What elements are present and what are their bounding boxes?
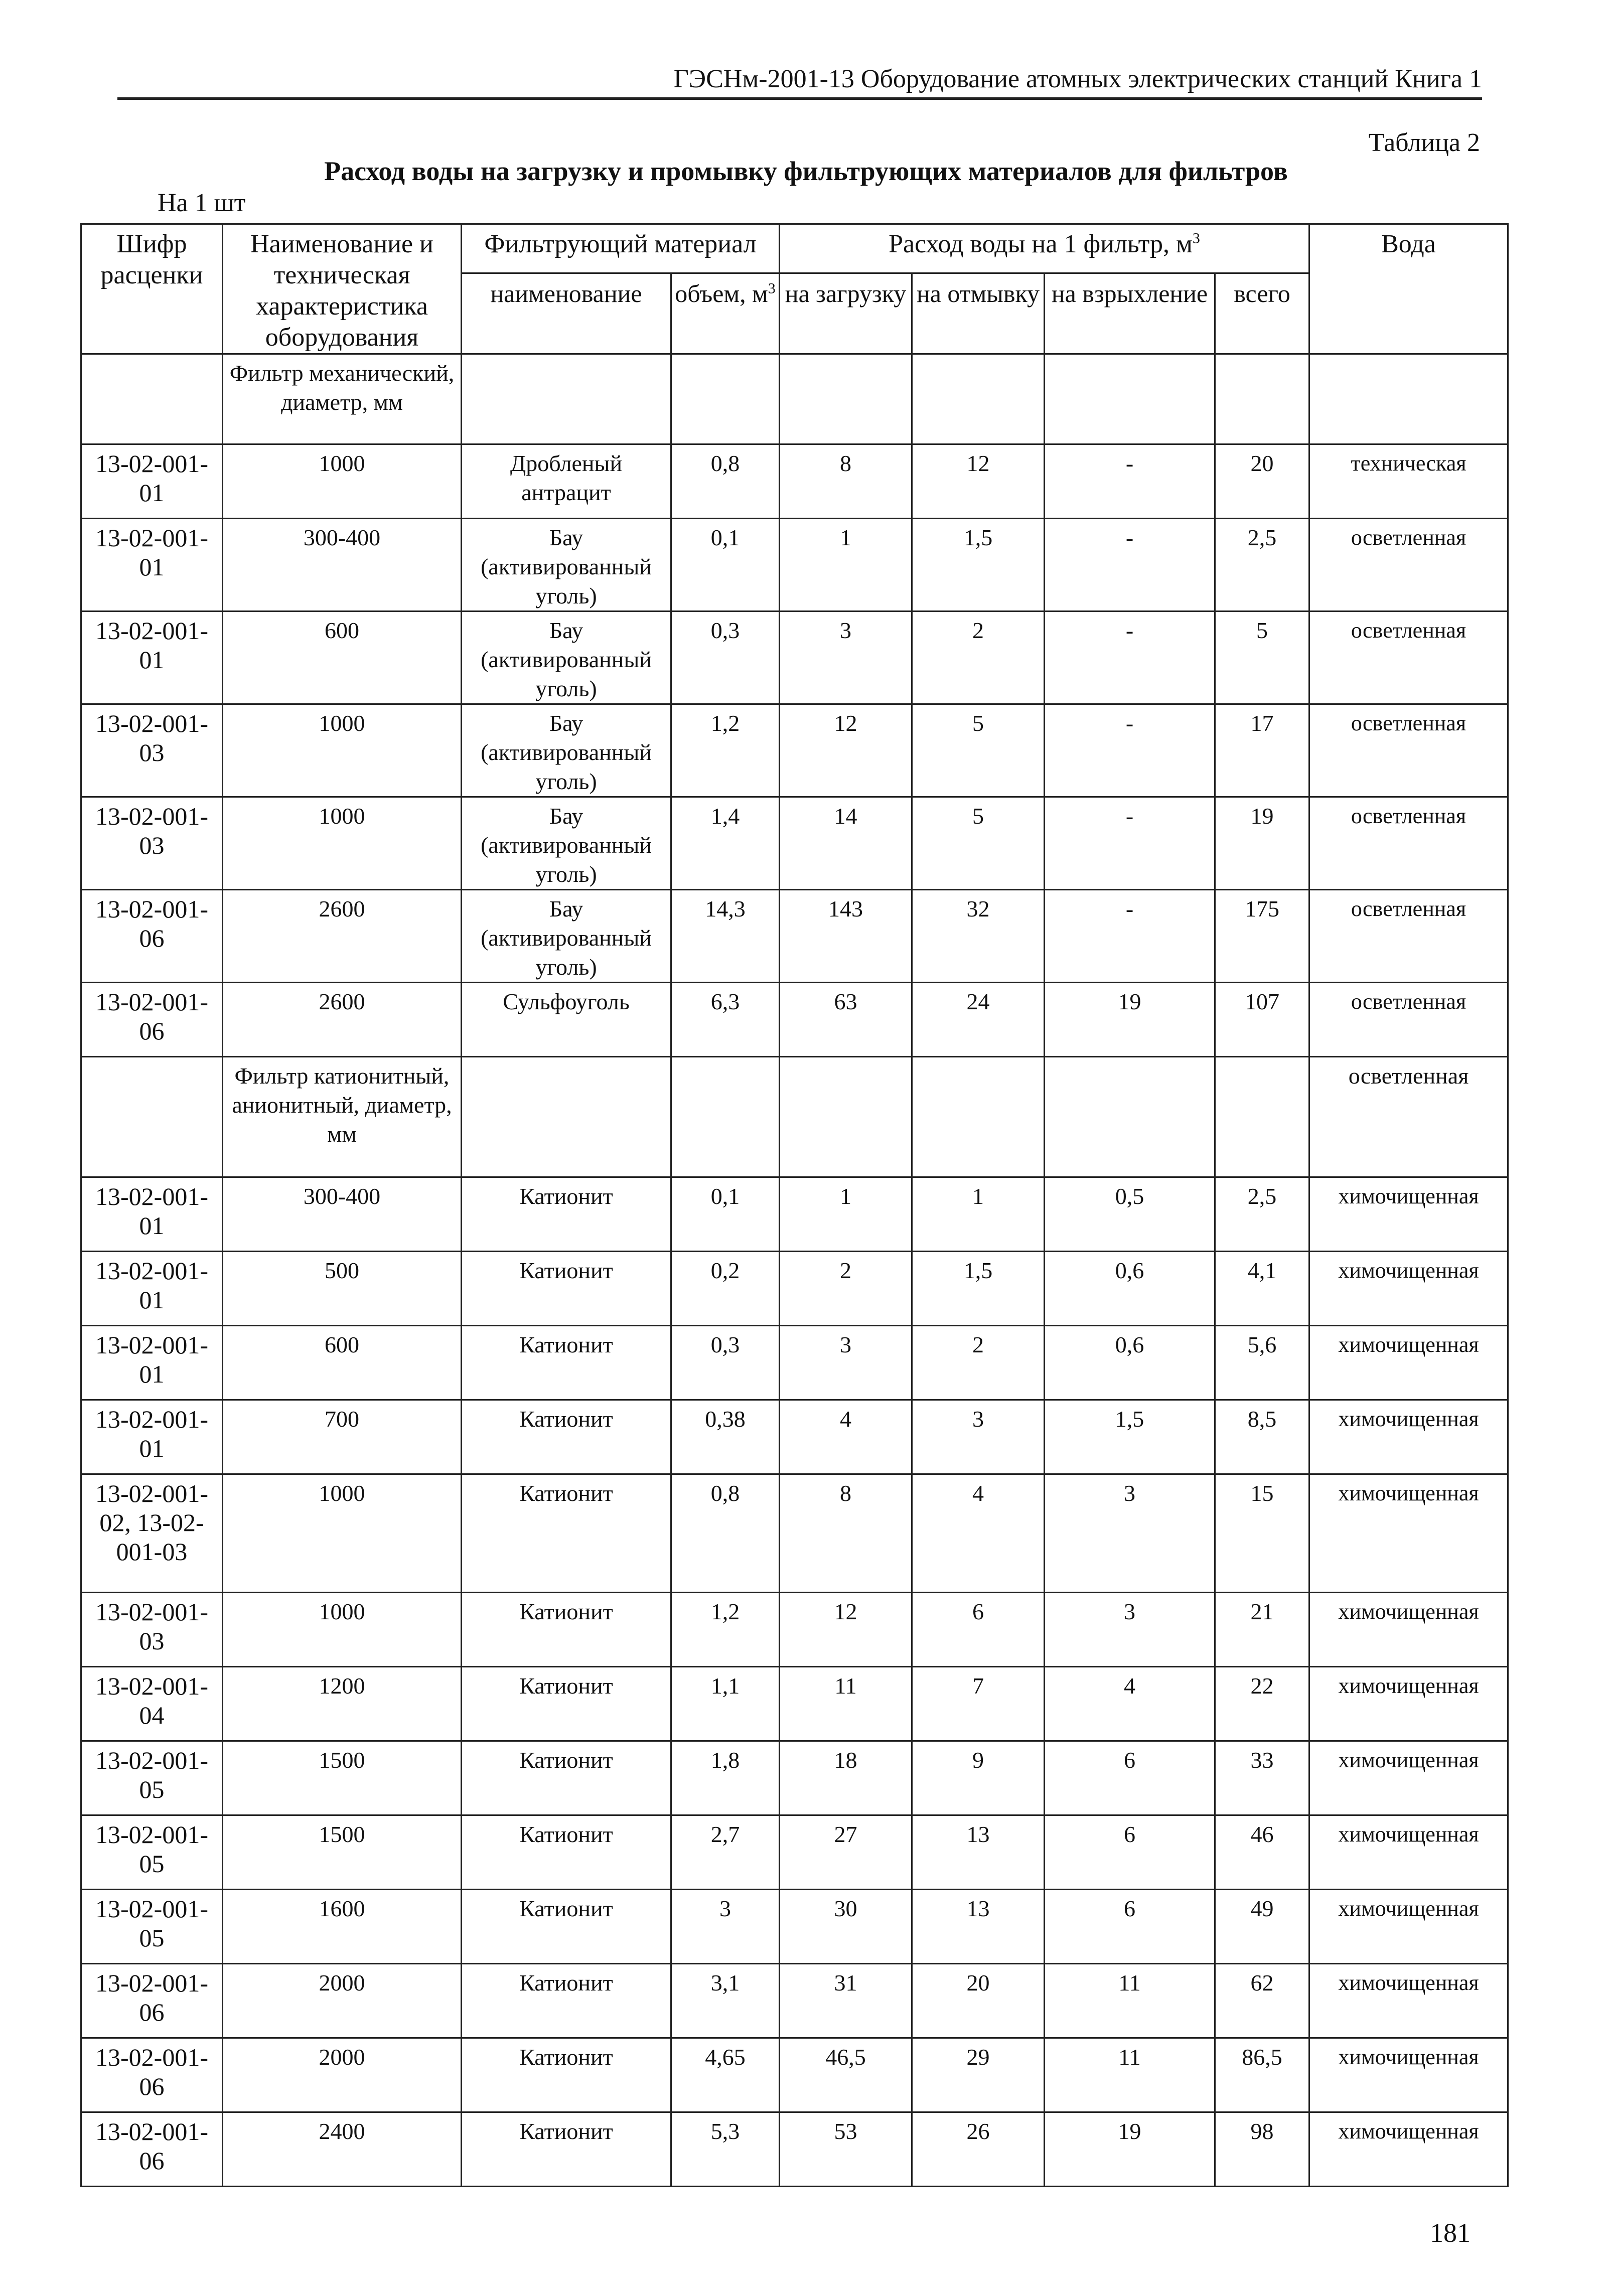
cell-material: Бау (активированный уголь) [462,890,671,983]
col-header-volume-sup: 3 [768,280,776,297]
cell-load: 31 [780,1964,912,2038]
cell-load: 46,5 [780,2038,912,2112]
cell-water: химочищенная [1309,1593,1508,1667]
cell-volume: 0,3 [671,611,780,704]
cell-volume: 0,3 [671,1326,780,1400]
cell-code: 13-02-001-01 [81,1252,223,1326]
cell-water: химочищенная [1309,1890,1508,1964]
unit-note: На 1 шт [158,189,246,217]
running-header: ГЭСНм-2001-13 Оборудование атомных электрических станций Книга 1 [117,64,1482,100]
cell-volume: 3,1 [671,1964,780,2038]
cell-volume: 3 [671,1890,780,1964]
cell-load: 1 [780,1177,912,1252]
cell-water: химочищенная [1309,1252,1508,1326]
cell-material: Катионит [462,1177,671,1252]
cell-material: Катионит [462,1326,671,1400]
cell-loosen: 19 [1045,983,1215,1057]
cell-total: 49 [1215,1890,1309,1964]
cell-volume: 4,65 [671,2038,780,2112]
group-water [1309,354,1508,444]
table-row [81,704,1508,797]
cell-water: осветленная [1309,519,1508,611]
cell-loosen: 0,6 [1045,1326,1215,1400]
cell-total: 8,5 [1215,1400,1309,1474]
cell-water: осветленная [1309,890,1508,983]
page-number: 181 [1430,2218,1471,2248]
cell-load: 4 [780,1400,912,1474]
empty-cell [912,354,1045,444]
cell-volume: 1,1 [671,1667,780,1741]
cell-total: 15 [1215,1474,1309,1593]
table-row [81,2038,1508,2112]
empty-cell [671,354,780,444]
col-header-code: Шифр расценки [81,224,223,354]
cell-wash: 4 [912,1474,1045,1593]
cell-water: химочищенная [1309,1815,1508,1890]
cell-code: 13-02-001-06 [81,2112,223,2187]
cell-material: Катионит [462,1741,671,1815]
table-row [81,2112,1508,2187]
cell-material: Бау (активированный уголь) [462,704,671,797]
cell-wash: 1,5 [912,519,1045,611]
cell-diameter: 500 [223,1252,462,1326]
cell-load: 12 [780,1593,912,1667]
cell-water: химочищенная [1309,2112,1508,2187]
cell-wash: 20 [912,1964,1045,2038]
cell-material: Бау (активированный уголь) [462,797,671,890]
cell-code: 13-02-001-06 [81,983,223,1057]
cell-water: химочищенная [1309,1964,1508,2038]
cell-total: 33 [1215,1741,1309,1815]
cell-total: 107 [1215,983,1309,1057]
cell-volume: 1,4 [671,797,780,890]
col-header-material-name: наименование [462,273,671,354]
empty-cell [780,354,912,444]
table-row [81,1890,1508,1964]
cell-diameter: 2000 [223,2038,462,2112]
cell-wash: 9 [912,1741,1045,1815]
group-header-row [81,354,1508,444]
cell-material: Катионит [462,1964,671,2038]
cell-loosen: - [1045,611,1215,704]
cell-water: химочищенная [1309,1741,1508,1815]
table-row [81,1964,1508,2038]
cell-volume: 1,8 [671,1741,780,1815]
empty-cell [462,354,671,444]
empty-cell [1215,1057,1309,1177]
cell-volume: 5,3 [671,2112,780,2187]
cell-total: 98 [1215,2112,1309,2187]
cell-load: 8 [780,444,912,519]
cell-volume: 0,1 [671,519,780,611]
cell-load: 2 [780,1252,912,1326]
cell-water: техническая [1309,444,1508,519]
col-header-consumption-text: Расход воды на 1 фильтр, м [889,230,1193,258]
cell-material: Дробленый антрацит [462,444,671,519]
cell-code: 13-02-001-01 [81,1177,223,1252]
cell-diameter: 1000 [223,704,462,797]
cell-diameter: 1000 [223,1593,462,1667]
cell-material: Катионит [462,2038,671,2112]
group-water: осветленная [1309,1057,1508,1177]
cell-load: 3 [780,611,912,704]
cell-load: 18 [780,1741,912,1815]
cell-material: Катионит [462,1890,671,1964]
empty-cell [1215,354,1309,444]
cell-wash: 7 [912,1667,1045,1741]
col-header-material-group: Фильтрующий материал [462,224,780,273]
cell-loosen: 0,5 [1045,1177,1215,1252]
cell-code: 13-02-001-05 [81,1890,223,1964]
col-header-volume-text: объем, м [675,279,768,308]
cell-loosen: 6 [1045,1741,1215,1815]
cell-code: 13-02-001-03 [81,1593,223,1667]
table-body [81,354,1508,2187]
cell-water: химочищенная [1309,1177,1508,1252]
empty-cell [81,1057,223,1177]
cell-wash: 13 [912,1890,1045,1964]
cell-material: Катионит [462,1400,671,1474]
cell-volume: 6,3 [671,983,780,1057]
cell-total: 62 [1215,1964,1309,2038]
cell-material: Катионит [462,2112,671,2187]
cell-material: Катионит [462,1667,671,1741]
cell-code: 13-02-001-01 [81,611,223,704]
col-header-total: всего [1215,273,1309,354]
cell-loosen: - [1045,797,1215,890]
cell-load: 12 [780,704,912,797]
cell-wash: 29 [912,2038,1045,2112]
cell-wash: 2 [912,611,1045,704]
cell-diameter: 2400 [223,2112,462,2187]
cell-water: химочищенная [1309,1400,1508,1474]
cell-water: химочищенная [1309,1326,1508,1400]
cell-material: Сульфоуголь [462,983,671,1057]
cell-diameter: 600 [223,611,462,704]
table-row [81,1474,1508,1593]
table-label: Таблица 2 [1368,128,1480,157]
cell-volume: 0,8 [671,1474,780,1593]
cell-code: 13-02-001-01 [81,1326,223,1400]
cell-loosen: - [1045,444,1215,519]
water-consumption-table [80,223,1509,2187]
cell-total: 46 [1215,1815,1309,1890]
cell-wash: 2 [912,1326,1045,1400]
cell-volume: 14,3 [671,890,780,983]
cell-loosen: 4 [1045,1667,1215,1741]
cell-water: осветленная [1309,704,1508,797]
group-title: Фильтр механический, диаметр, мм [223,354,462,444]
cell-total: 175 [1215,890,1309,983]
cell-diameter: 600 [223,1326,462,1400]
cell-code: 13-02-001-04 [81,1667,223,1741]
cell-load: 3 [780,1326,912,1400]
cell-total: 21 [1215,1593,1309,1667]
cell-wash: 1 [912,1177,1045,1252]
cell-diameter: 300-400 [223,1177,462,1252]
empty-cell [1045,354,1215,444]
cell-diameter: 1500 [223,1741,462,1815]
cell-volume: 0,1 [671,1177,780,1252]
cell-volume: 0,38 [671,1400,780,1474]
empty-cell [671,1057,780,1177]
cell-load: 11 [780,1667,912,1741]
cell-code: 13-02-001-05 [81,1741,223,1815]
cell-diameter: 1600 [223,1890,462,1964]
cell-code: 13-02-001-03 [81,797,223,890]
cell-water: химочищенная [1309,2038,1508,2112]
cell-total: 5 [1215,611,1309,704]
cell-material: Катионит [462,1252,671,1326]
empty-cell [81,354,223,444]
cell-code: 13-02-001-02, 13-02-001-03 [81,1474,223,1593]
table-row [81,1741,1508,1815]
table-row [81,1326,1508,1400]
col-header-name: Наименование и техническая характеристика оборудования [223,224,462,354]
table-row [81,983,1508,1057]
cell-loosen: - [1045,704,1215,797]
cell-wash: 6 [912,1593,1045,1667]
cell-material: Катионит [462,1474,671,1593]
cell-loosen: 11 [1045,2038,1215,2112]
cell-code: 13-02-001-01 [81,1400,223,1474]
cell-load: 1 [780,519,912,611]
cell-total: 5,6 [1215,1326,1309,1400]
cell-load: 63 [780,983,912,1057]
col-header-wash: на отмывку [912,273,1045,354]
cell-loosen: 3 [1045,1474,1215,1593]
cell-load: 27 [780,1815,912,1890]
cell-diameter: 1500 [223,1815,462,1890]
cell-material: Катионит [462,1593,671,1667]
cell-diameter: 2000 [223,1964,462,2038]
empty-cell [780,1057,912,1177]
cell-wash: 24 [912,983,1045,1057]
cell-wash: 13 [912,1815,1045,1890]
cell-water: осветленная [1309,983,1508,1057]
empty-cell [1045,1057,1215,1177]
cell-loosen: 11 [1045,1964,1215,2038]
cell-total: 4,1 [1215,1252,1309,1326]
cell-wash: 32 [912,890,1045,983]
cell-wash: 5 [912,797,1045,890]
cell-code: 13-02-001-01 [81,444,223,519]
cell-diameter: 1200 [223,1667,462,1741]
cell-diameter: 1000 [223,1474,462,1593]
group-title: Фильтр катионитный, анионитный, диаметр, мм [223,1057,462,1177]
cell-water: осветленная [1309,611,1508,704]
table-row [81,611,1508,704]
empty-cell [912,1057,1045,1177]
cell-code: 13-02-001-03 [81,704,223,797]
cell-total: 22 [1215,1667,1309,1741]
table-title: Расход воды на загрузку и промывку фильтрующих материалов для фильтров [324,156,1288,186]
cell-wash: 5 [912,704,1045,797]
cell-load: 8 [780,1474,912,1593]
cell-volume: 1,2 [671,1593,780,1667]
table-row [81,1400,1508,1474]
col-header-load: на загрузку [780,273,912,354]
table-row [81,444,1508,519]
cell-loosen: 6 [1045,1815,1215,1890]
cell-loosen: 6 [1045,1890,1215,1964]
cell-total: 19 [1215,797,1309,890]
cell-loosen: - [1045,519,1215,611]
cell-material: Бау (активированный уголь) [462,611,671,704]
cell-total: 20 [1215,444,1309,519]
cell-diameter: 700 [223,1400,462,1474]
table-header [81,224,1508,354]
table-row [81,1177,1508,1252]
col-header-loosen: на взрыхление [1045,273,1215,354]
cell-total: 86,5 [1215,2038,1309,2112]
cell-load: 143 [780,890,912,983]
table-row [81,519,1508,611]
table-row [81,797,1508,890]
cell-total: 2,5 [1215,1177,1309,1252]
cell-water: химочищенная [1309,1474,1508,1593]
table-row [81,1667,1508,1741]
cell-loosen: 0,6 [1045,1252,1215,1326]
cell-material: Бау (активированный уголь) [462,519,671,611]
col-header-consumption-group [780,224,1309,273]
cell-code: 13-02-001-01 [81,519,223,611]
group-header-row [81,1057,1508,1177]
table-row [81,1252,1508,1326]
cell-total: 17 [1215,704,1309,797]
cell-volume: 2,7 [671,1815,780,1890]
cell-load: 53 [780,2112,912,2187]
cell-loosen: 3 [1045,1593,1215,1667]
col-header-material-volume [671,273,780,354]
cell-code: 13-02-001-06 [81,890,223,983]
table-row [81,890,1508,983]
cell-loosen: - [1045,890,1215,983]
cell-diameter: 1000 [223,797,462,890]
cell-wash: 12 [912,444,1045,519]
empty-cell [462,1057,671,1177]
cell-water: осветленная [1309,797,1508,890]
cell-load: 30 [780,1890,912,1964]
cell-material: Катионит [462,1815,671,1890]
cell-loosen: 19 [1045,2112,1215,2187]
cell-diameter: 1000 [223,444,462,519]
cell-code: 13-02-001-06 [81,2038,223,2112]
cell-total: 2,5 [1215,519,1309,611]
col-header-water: Вода [1309,224,1508,354]
cell-wash: 1,5 [912,1252,1045,1326]
cell-loosen: 1,5 [1045,1400,1215,1474]
table-row [81,1815,1508,1890]
col-header-consumption-sup: 3 [1192,230,1200,247]
cell-code: 13-02-001-06 [81,1964,223,2038]
cell-wash: 26 [912,2112,1045,2187]
cell-volume: 0,8 [671,444,780,519]
cell-diameter: 300-400 [223,519,462,611]
cell-wash: 3 [912,1400,1045,1474]
cell-volume: 1,2 [671,704,780,797]
table-row [81,1593,1508,1667]
cell-code: 13-02-001-05 [81,1815,223,1890]
cell-water: химочищенная [1309,1667,1508,1741]
cell-diameter: 2600 [223,983,462,1057]
cell-diameter: 2600 [223,890,462,983]
cell-load: 14 [780,797,912,890]
cell-volume: 0,2 [671,1252,780,1326]
